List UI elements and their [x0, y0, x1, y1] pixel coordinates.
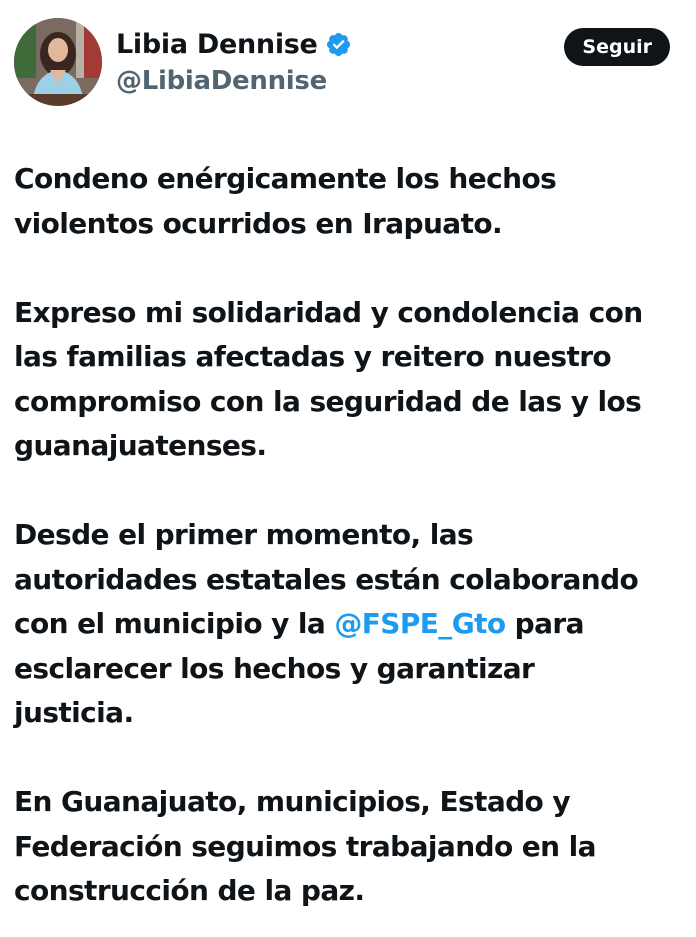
tweet-line-with-mention	[14, 602, 686, 647]
follow-button[interactable]: Seguir	[564, 28, 670, 66]
tweet-header	[14, 18, 674, 110]
display-name[interactable]: Libia Dennise	[116, 28, 318, 60]
avatar[interactable]	[14, 18, 102, 106]
tweet-text-segment: con el municipio y la	[14, 607, 335, 640]
tweet-line: las familias afectadas y reitero nuestro	[14, 340, 612, 373]
tweet-line: Desde el primer momento, las	[14, 518, 474, 551]
profile-photo-icon	[14, 18, 102, 106]
user-names	[116, 26, 352, 96]
tweet-line: violentos ocurridos en Irapuato.	[14, 206, 503, 240]
tweet-line: guanajuatenses.	[14, 429, 267, 462]
tweet-line: justicia.	[14, 696, 134, 729]
tweet-line: Expreso mi solidaridad y condolencia con	[14, 295, 643, 329]
mention-link[interactable]: @FSPE_Gto	[334, 607, 506, 640]
tweet-line: esclarecer los hechos y garantizar	[14, 651, 535, 685]
paragraph-gap	[14, 469, 686, 514]
tweet-text	[14, 157, 686, 914]
paragraph-gap	[14, 246, 686, 291]
tweet-line: autoridades estatales están colaborando	[14, 562, 639, 596]
tweet-line: Condeno enérgicamente los hechos	[14, 162, 557, 195]
user-handle[interactable]: @LibiaDennise	[116, 66, 327, 96]
tweet-text-segment: para	[505, 607, 584, 640]
tweet-line: En Guanajuato, municipios, Estado y	[14, 785, 570, 818]
verified-badge-icon[interactable]	[325, 31, 352, 58]
paragraph-gap	[14, 736, 686, 781]
tweet-line: compromiso con la seguridad de las y los	[14, 384, 642, 418]
display-name-row	[116, 26, 352, 62]
tweet-line: construcción de la paz.	[14, 874, 365, 907]
tweet-line: Federación seguimos trabajando en la	[14, 829, 596, 863]
